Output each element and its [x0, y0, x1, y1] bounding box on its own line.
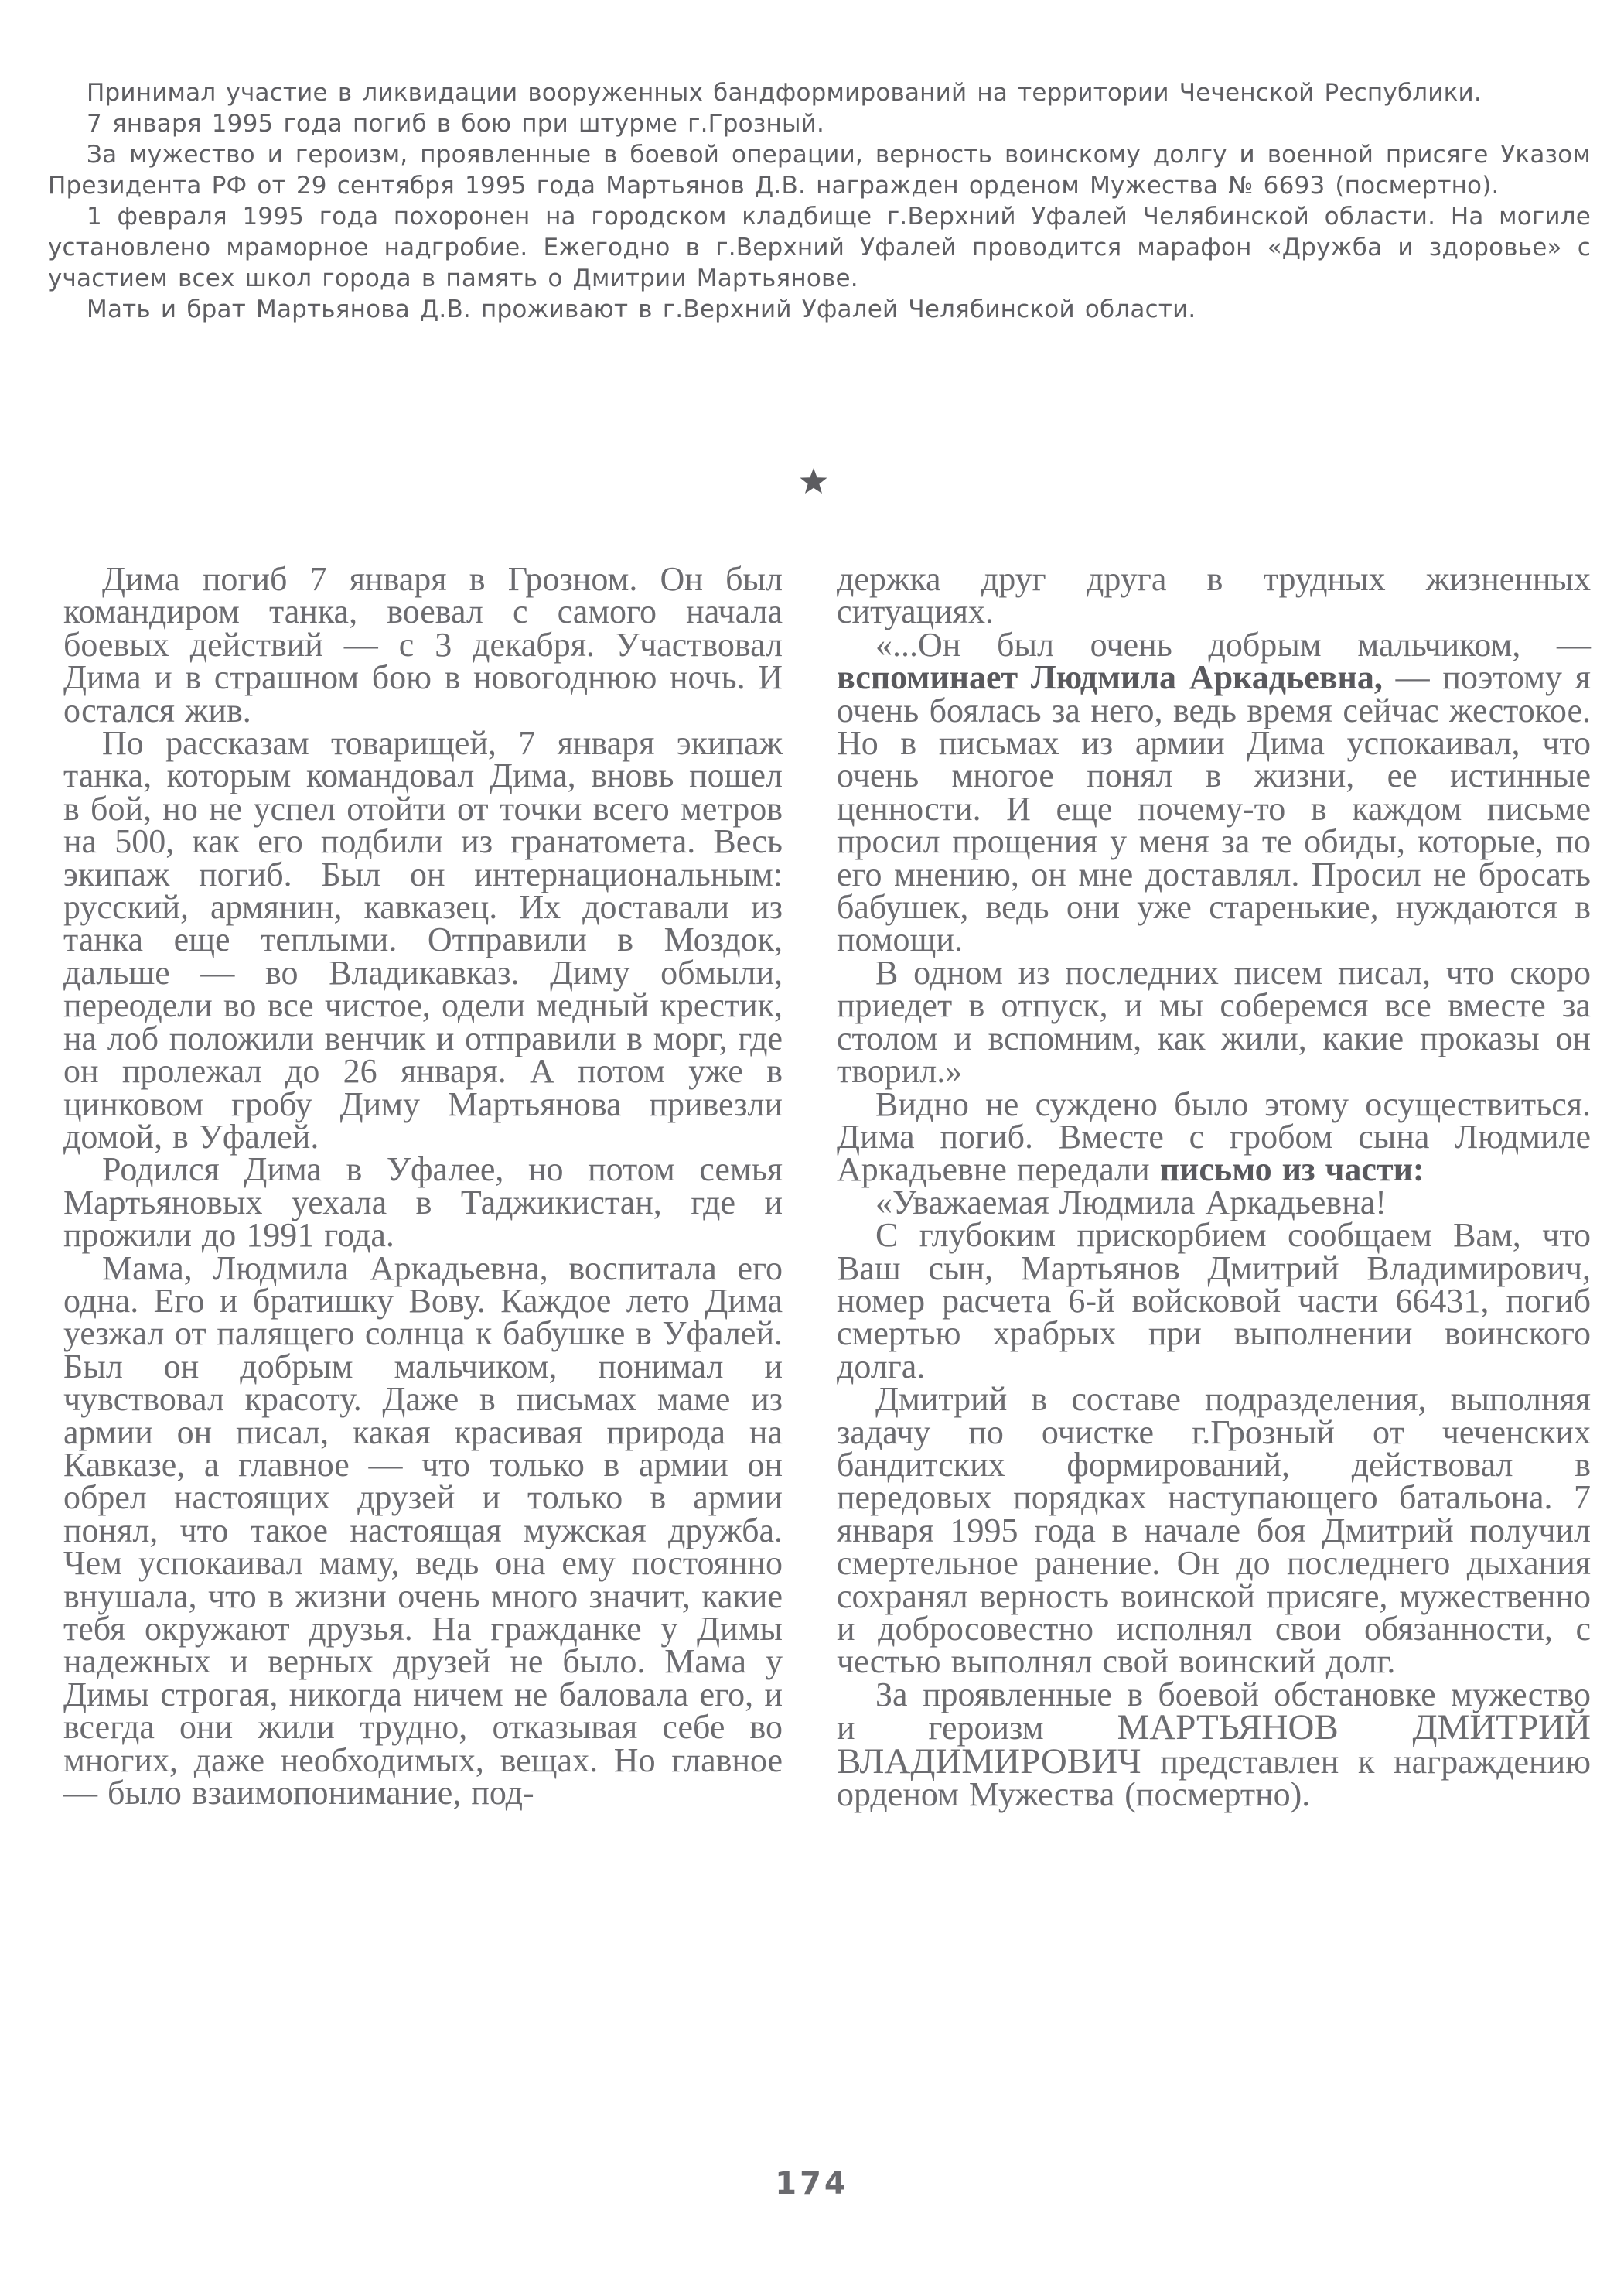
fate-paragraph: [837, 1085, 1591, 1189]
fate-bold: письмо из части:: [1159, 1150, 1424, 1189]
letter-salutation: «Уважаемая Людмила Аркадьевна!: [875, 1183, 1387, 1221]
mother-quote: [837, 625, 1591, 959]
mother-quote-paragraph: В одном из последних писем писал, что скоро приедет в отпуск, и мы соберемся все вместе за столом и вспомним, как жили, какие проказы он творил.»: [837, 953, 1591, 1091]
left-column: [63, 560, 783, 1812]
letter-paragraph: С глубоким прискорбием сообщаем Вам, что Ваш сын, Мартьянов Дмитрий Владимирович, номер расчета 6-й войсковой части 66431, погиб смертью храбрых при выполнении воинского долга.: [837, 1216, 1591, 1385]
summary-paragraph: За мужество и героизм, проявленные в боевой операции, верность воинскому долгу и военной присяге Указом Президента РФ от 29 сентября 1995 года Мартьянов Д.В. награжден орденом Мужества № 6693 (посмертно).: [48, 141, 1591, 200]
quote-attribution: вспоминает Людмила Аркадьевна,: [837, 658, 1383, 697]
summary-paragraph: Принимал участие в ликвидации вооруженных бандформирований на территории Чеченской Республики.: [87, 79, 1482, 107]
award-before: За проявленные в боевой обстановке мужество и героизм: [837, 1675, 1591, 1747]
letter-paragraph: Дмитрий в составе подразделения, выполняя задачу по очистке г.Грозный от чеченских бандитских формирований, действовал в передовых порядках наступающего батальона. 7 января 1995 года в начале боя Дмитрий получил смертельное ранение. Он до последнего дыхания сохранял верность воинской присяге, мужественно и добросовестно исполнял свои обязанности, с честью выполнял свой воинский долг.: [837, 1380, 1591, 1681]
article-paragraph: Родился Дима в Уфалее, но потом семья Мартьяновых уехала в Таджикистан, где и прожили до 1991 года.: [63, 1150, 783, 1255]
award-recipient-name: МАРТЬЯНОВ ДМИТРИЙ ВЛАДИМИРОВИЧ: [837, 1707, 1591, 1782]
right-column: [837, 560, 1592, 1814]
article-paragraph: Дима погиб 7 января в Грозном. Он был командиром танка, воевал с самого начала боевых действий — с 3 декабря. Участвовал Дима и в страшном бою в новогоднюю ночь. И остался жив.: [63, 560, 783, 729]
summary-block: [48, 77, 1591, 325]
award-paragraph: [837, 1675, 1592, 1814]
article-paragraph: Мама, Людмила Аркадьевна, воспитала его одна. Его и братишку Вову. Каждое лето Дима уезжал от палящего солнца к бабушке в Уфалей. Был он добрым мальчиком, понимал и чувствовал красоту. Даже в письмах маме из армии он писал, какая красивая природа на Кавказе, а главное — что только в армии он обрел настоящих друзей и только в армии понял, что такое настоящая мужская дружба. Чем успокаивал маму, ведь она ему постоянно внушала, что в жизни очень много значит, какие тебя окружают друзья. На гражданке у Димы надежных и верных друзей не было. Мама у Димы строгая, никогда ничем не баловала его, и всегда они жили трудно, отказывая себе во многих, даже необходимых, вещах. Но главное — было взаимопонимание, под-: [63, 1249, 783, 1812]
summary-paragraph: Мать и брат Мартьянова Д.В. проживают в г.Верхний Уфалей Челябинской области.: [87, 295, 1196, 323]
fate-text: Видно не суждено было этому осуществиться. Дима погиб. Вместе с гробом сына Людмиле Аркадьевне передали: [837, 1085, 1591, 1189]
quote-opening: «...Он был очень добрым мальчиком, —: [875, 625, 1591, 664]
summary-paragraph: 7 января 1995 года погиб в бою при штурме г.Грозный.: [87, 110, 825, 138]
star-icon: [798, 466, 829, 497]
article-paragraph-continuation: держка друг друга в трудных жизненных ситуациях.: [837, 560, 1591, 631]
article-paragraph: По рассказам товарищей, 7 января экипаж танка, которым командовал Дима, вновь пошел в бой, но не успел отойти от точки всего метров на 500, как его подбили из гранатомета. Весь экипаж погиб. Был он интернациональным: русский, армянин, кавказец. Их доставали из танка еще теплыми. Отправили в Моздок, дальше — во Владикавказ. Диму обмыли, переодели во все чистое, одели медный крестик, на лоб положили венчик и отправили в морг, где он пролежал до 26 января. А потом уже в цинковом гробу Диму Мартьянова привезли домой, в Уфалей.: [63, 724, 783, 1156]
award-after: представлен к награждению орденом Мужества (посмертно).: [837, 1742, 1592, 1814]
quote-rest: — поэтому я очень боялась за него, ведь время сейчас жестокое. Но в письмах из армии Дима успокаивал, что очень многое понял в жизни, ее истинные ценности. И еще почему-то в каждом письме просил прощения у меня за те обиды, которые, по его мнению, он мне доставлял. Просил не бросать бабушек, ведь они уже старенькие, нуждаются в помощи.: [837, 658, 1591, 959]
page-number: 174: [775, 2166, 849, 2202]
summary-paragraph: 1 февраля 1995 года похоронен на городском кладбище г.Верхний Уфалей Челябинской области. На могиле установлено мраморное надгробие. Ежегодно в г.Верхний Уфалей проводится марафон «Дружба и здоровье» с участием всех школ города в память о Дмитрии Мартьянове.: [48, 203, 1591, 292]
